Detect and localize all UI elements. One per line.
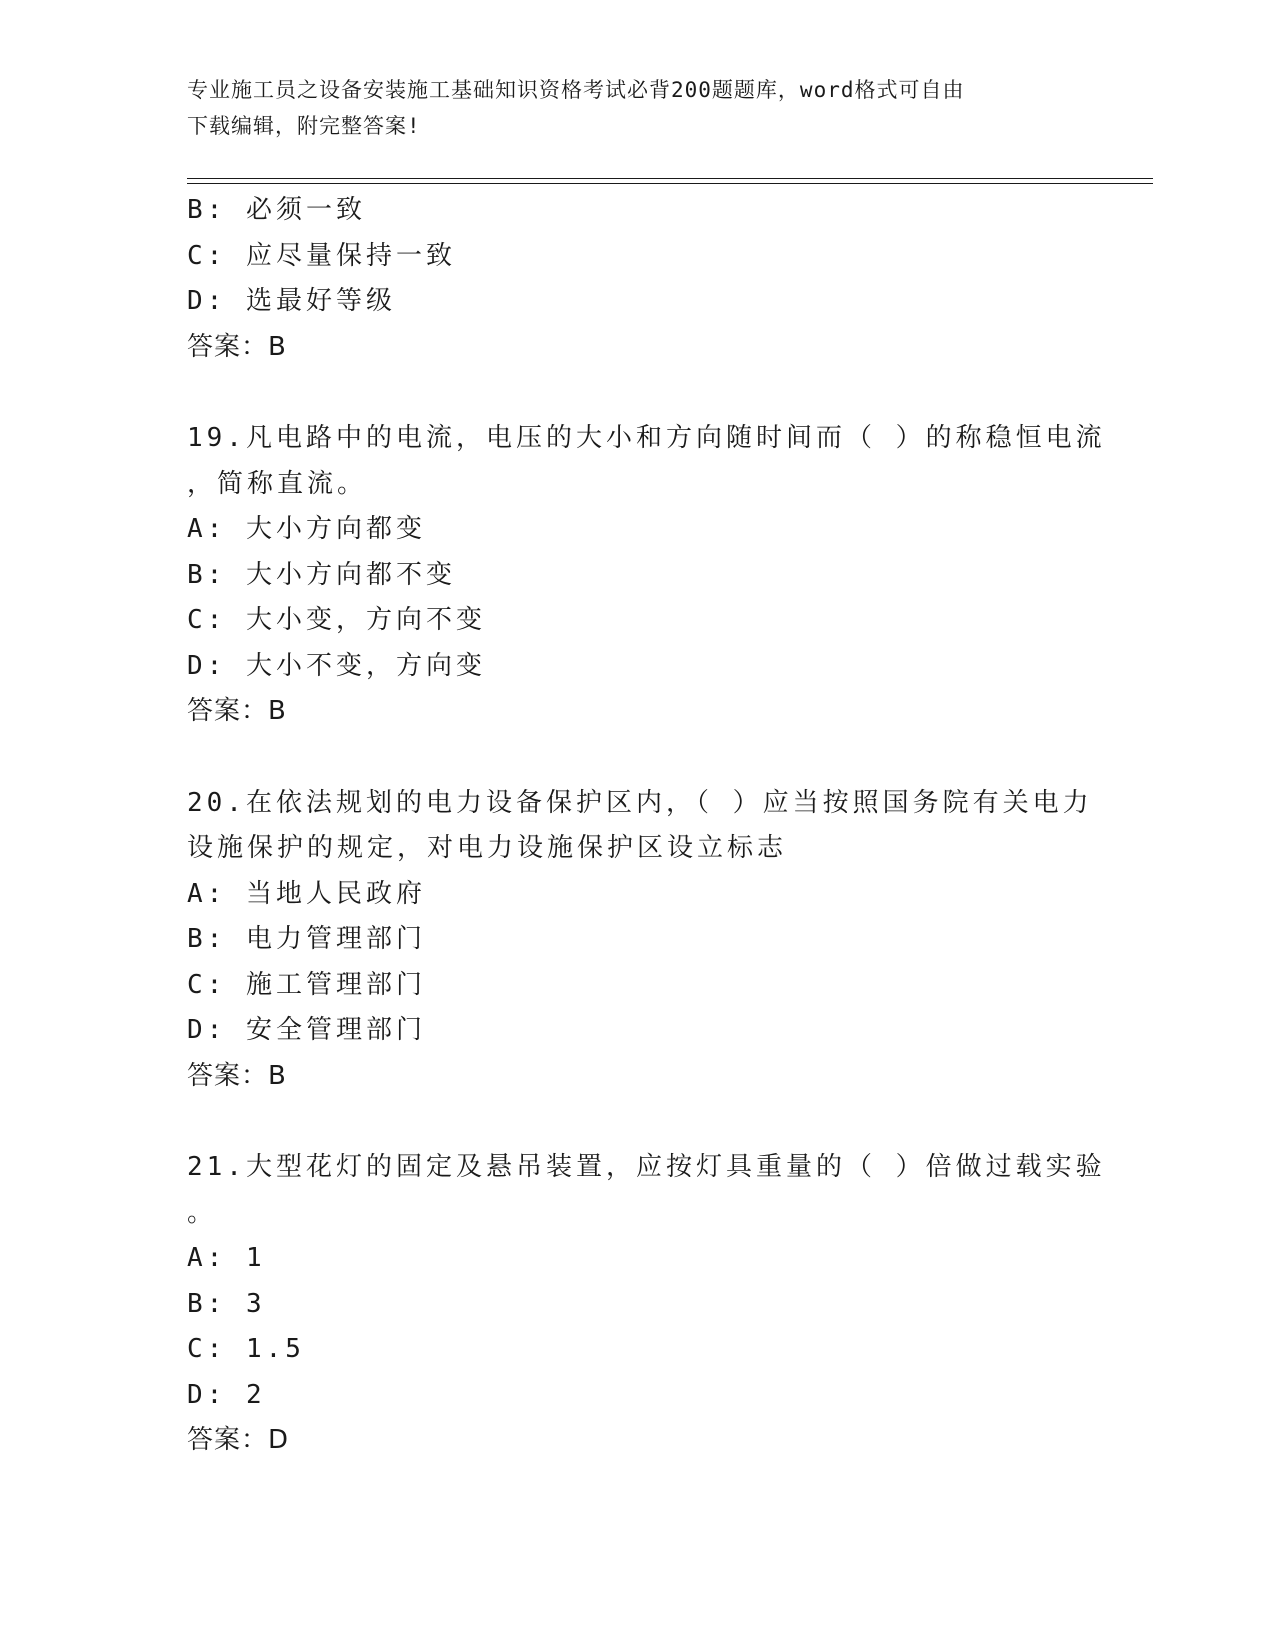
question-text-line-1: 21.大型花灯的固定及悬吊装置，应按灯具重量的（ ）倍做过载实验	[187, 1152, 1106, 1182]
option-d: D: 大小不变，方向变	[187, 650, 486, 681]
option-b: B: 必须一致	[187, 195, 366, 225]
question-18-tail	[187, 188, 1067, 370]
option-d: D: 2	[187, 1379, 266, 1410]
option-a: A: 1	[187, 1243, 266, 1273]
option-d: D: 安全管理部门	[187, 1015, 426, 1045]
answer-line: 答案：D	[187, 1425, 290, 1455]
question-text-line-2: 。	[187, 1197, 218, 1228]
document-body	[187, 188, 1106, 1464]
question-text-line-1: 19.凡电路中的电流，电压的大小和方向随时间而（ ）的称稳恒电流	[187, 423, 1106, 453]
option-c: C: 应尽量保持一致	[187, 240, 456, 271]
option-c: C: 1.5	[187, 1334, 305, 1364]
option-a: A: 大小方向都变	[187, 514, 426, 544]
answer-line: 答案：B	[187, 331, 287, 362]
question-text-line-1: 20.在依法规划的电力设备保护区内，（ ）应当按照国务院有关电力	[187, 787, 1093, 818]
document-header	[187, 72, 1067, 144]
option-a: A: 当地人民政府	[187, 878, 426, 909]
option-b: B: 电力管理部门	[187, 924, 426, 954]
question-text-line-2: ，简称直流。	[187, 468, 368, 499]
header-divider-bottom	[187, 183, 1153, 184]
question-21	[187, 1145, 1106, 1464]
header-divider-top	[187, 178, 1153, 179]
option-c: C: 施工管理部门	[187, 969, 426, 1000]
question-text-line-2: 设施保护的规定，对电力设施保护区设立标志	[187, 833, 788, 863]
option-d: D: 选最好等级	[187, 286, 396, 316]
answer-line: 答案：B	[187, 696, 287, 726]
question-19	[187, 416, 1106, 735]
option-b: B: 3	[187, 1288, 266, 1319]
header-line-1: 专业施工员之设备安装施工基础知识资格考试必背200题题库，word格式可自由	[187, 78, 965, 102]
header-line-2: 下载编辑，附完整答案!	[187, 114, 421, 138]
answer-line: 答案：B	[187, 1060, 287, 1091]
option-c: C: 大小变，方向不变	[187, 605, 486, 635]
option-b: B: 大小方向都不变	[187, 559, 456, 590]
question-20	[187, 781, 1093, 1100]
